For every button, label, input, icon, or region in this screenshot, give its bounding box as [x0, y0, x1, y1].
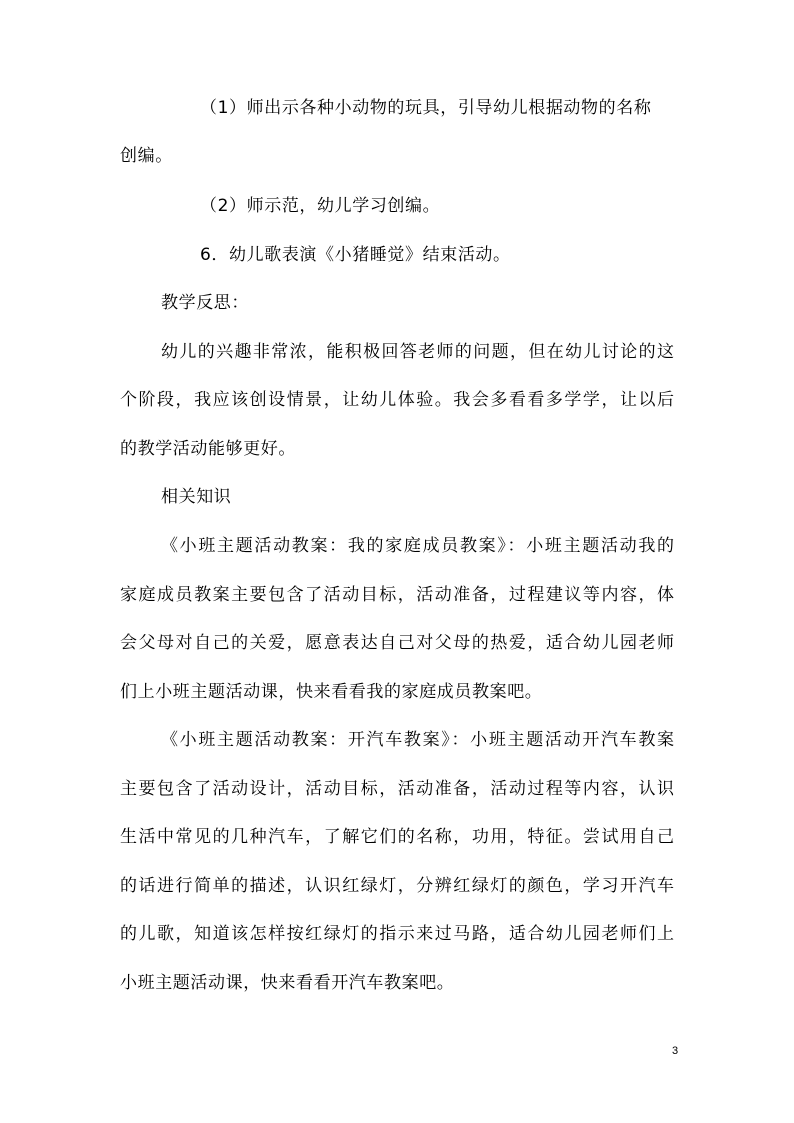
- page-number: 3: [672, 1045, 679, 1057]
- text-line: 们上小班主题活动课，快来看看我的家庭成员教案吧。: [120, 682, 543, 702]
- text-line: 幼儿的兴趣非常浓，能积极回答老师的问题，但在幼儿讨论的这: [161, 342, 674, 362]
- text-line: 《小班主题活动教案：我的家庭成员教案》：小班主题活动我的: [161, 536, 674, 556]
- text-line: （2）师示范，幼儿学习创编。: [200, 196, 441, 216]
- text-line: 主要包含了活动设计，活动目标，活动准备，活动过程等内容，认识: [120, 779, 674, 799]
- text-line: 生活中常见的几种汽车，了解它们的名称，功用，特征。尝试用自己: [120, 827, 674, 847]
- text-line: 的话进行简单的描述，认识红绿灯，分辨红绿灯的颜色，学习开汽车: [120, 876, 674, 896]
- text-line: 的儿歌，知道该怎样按红绿灯的指示来过马路，适合幼儿园老师们上: [120, 924, 674, 944]
- text-line: 个阶段，我应该创设情景，让幼儿体验。我会多看看多学学，让以后: [120, 390, 674, 410]
- section-heading: 相关知识: [161, 487, 232, 507]
- text-line: （1）师出示各种小动物的玩具，引导幼儿根据动物的名称: [200, 98, 652, 118]
- text-line: 小班主题活动课，快来看看开汽车教案吧。: [120, 973, 455, 993]
- text-line: 6．幼儿歌表演《小猪睡觉》结束活动。: [200, 245, 511, 265]
- text-line: 《小班主题活动教案：开汽车教案》：小班主题活动开汽车教案: [161, 730, 674, 750]
- text-line: 的教学活动能够更好。: [120, 439, 296, 459]
- text-line: 创编。: [120, 146, 173, 166]
- text-line: 家庭成员教案主要包含了活动目标，活动准备，过程建议等内容，体: [120, 585, 674, 605]
- text-line: 会父母对自己的关爱，愿意表达自己对父母的热爱，适合幼儿园老师: [120, 633, 674, 653]
- section-heading: 教学反思：: [161, 293, 249, 313]
